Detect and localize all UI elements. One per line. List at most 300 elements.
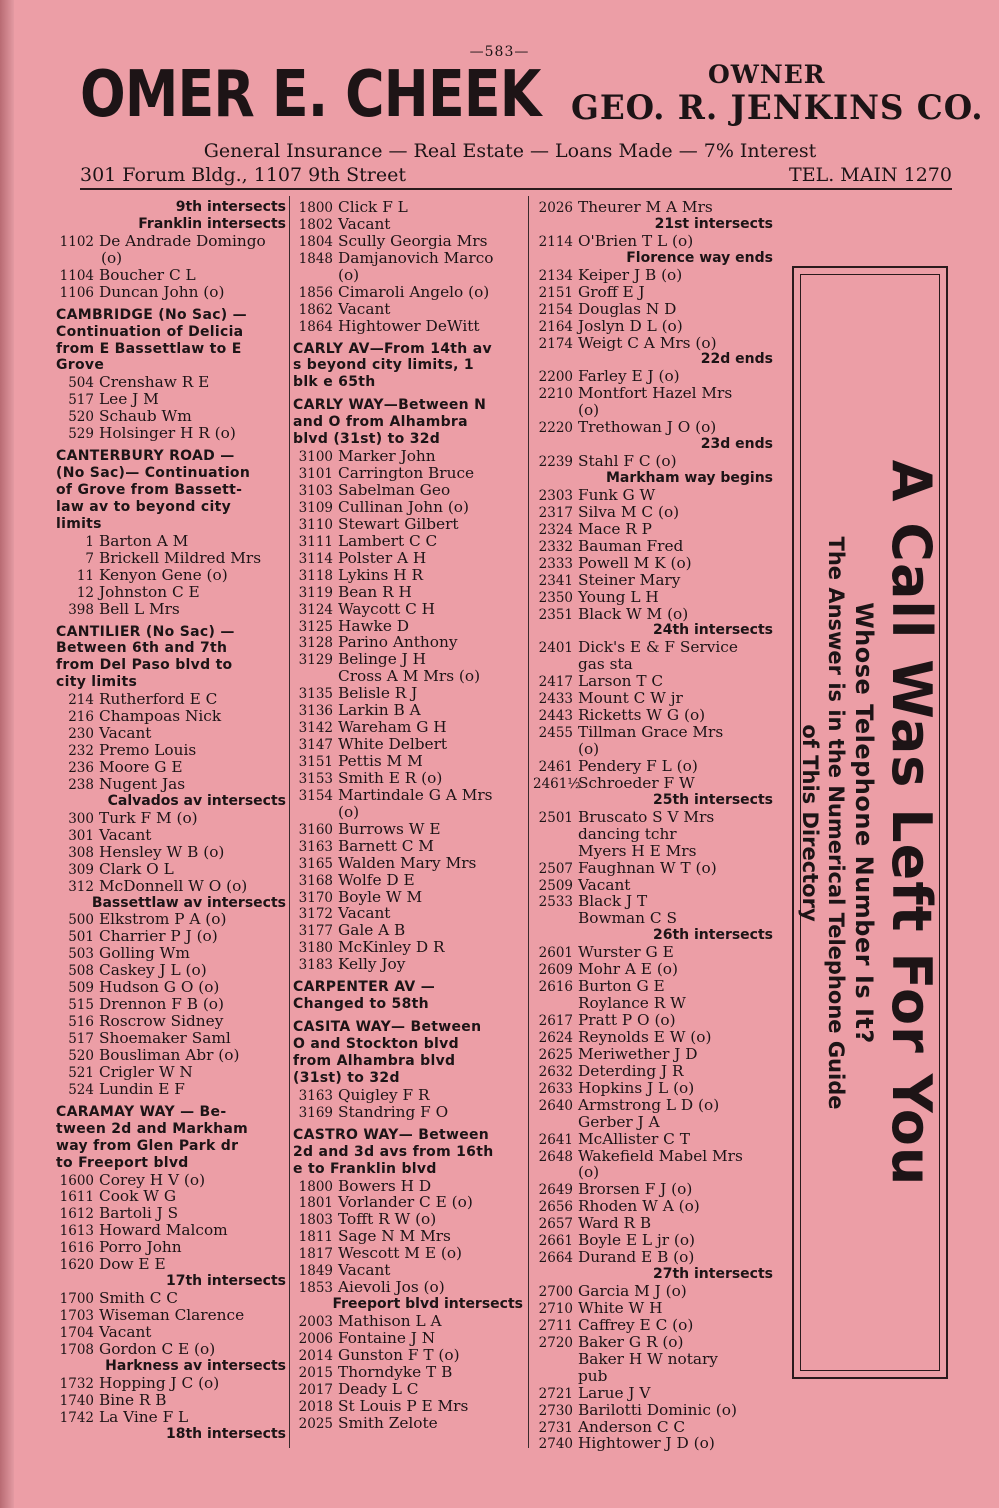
street-heading-line: CAMBRIDGE (No Sac) — (56, 306, 247, 323)
cross-street-note: 18th intersects (165, 1425, 286, 1442)
house-number: 2632 (538, 1063, 573, 1080)
cross-street-note: 27th intersects (652, 1266, 773, 1283)
house-number: 521 (68, 1064, 94, 1081)
listing-entry (533, 1385, 773, 1402)
house-number: 238 (68, 776, 94, 793)
resident-name: Keiper J B (o) (578, 265, 683, 284)
listing-entry (56, 708, 286, 725)
listing-entry (56, 1222, 286, 1239)
listing-continuation: (o) (578, 401, 600, 420)
listing-entry (533, 775, 773, 792)
listing-entry (293, 601, 523, 618)
listing-entry (56, 1307, 286, 1324)
resident-name: Vacant (338, 299, 391, 318)
resident-name: Burton G E (578, 977, 665, 996)
listing-entry (56, 391, 286, 408)
cross-street-note: Harkness av intersects (105, 1357, 286, 1374)
house-number: 524 (68, 1081, 94, 1098)
house-number: 500 (68, 912, 94, 929)
listing-entry (533, 1198, 773, 1215)
house-number: 2341 (538, 572, 573, 589)
street-heading-line: CASITA WAY— Between (293, 1019, 482, 1036)
resident-name: Faughnan W T (o) (578, 858, 717, 877)
street-heading-line: Changed to 58th (293, 996, 429, 1013)
listing-entry (56, 1030, 286, 1047)
resident-name: Turk F M (o) (99, 808, 198, 827)
house-number: 3168 (298, 872, 333, 889)
street-heading-line: (31st) to 32d (293, 1069, 400, 1086)
resident-name: Bousliman Abr (o) (99, 1045, 240, 1064)
house-number: 2350 (538, 589, 573, 606)
house-number: 2014 (298, 1347, 333, 1364)
resident-name: McKinley D R (338, 938, 445, 957)
house-number: 3163 (298, 1087, 333, 1104)
listing-entry (293, 567, 523, 584)
listing-entry (293, 651, 523, 668)
listing-entry (293, 1104, 523, 1121)
resident-name: Schroeder F W (578, 773, 695, 792)
listing-entry (293, 465, 523, 482)
street-heading-line: of Grove from Bassett- (56, 482, 243, 498)
house-number: 300 (68, 810, 94, 827)
listing-entry (533, 809, 773, 826)
house-number: 2616 (538, 979, 573, 996)
resident-name: Polster A H (338, 548, 427, 567)
street-heading (293, 1127, 523, 1178)
resident-name: La Vine F L (99, 1407, 189, 1426)
cross-street-note: Calvados av intersects (107, 792, 286, 809)
listing-entry (533, 572, 773, 589)
resident-name: Johnston C E (99, 582, 200, 601)
resident-name: Vacant (338, 1261, 391, 1280)
house-number: 214 (68, 692, 94, 709)
resident-name: Vacant (99, 825, 152, 844)
cross-street-note: 9th intersects (175, 199, 286, 215)
resident-name: Barnett C M (338, 836, 434, 855)
resident-name: Vacant (99, 1322, 152, 1341)
listing-entry (56, 1081, 286, 1098)
cross-street-note: Florence way ends (626, 249, 773, 266)
listing-continuation: Baker H W notary (578, 1349, 718, 1368)
resident-name: Hopping J C (o) (99, 1373, 220, 1392)
listing-entry (533, 1300, 773, 1317)
resident-name: Trethowan J O (o) (578, 418, 717, 437)
resident-name: Rhoden W A (o) (578, 1197, 700, 1216)
listing-entry (533, 690, 773, 707)
house-number: 2661 (538, 1233, 573, 1250)
house-number: 501 (68, 929, 94, 946)
resident-name: Hawke D (338, 616, 410, 635)
listing-entry (293, 318, 523, 335)
listing-entry (533, 978, 773, 995)
resident-name: Pettis M M (338, 752, 423, 770)
resident-name: Kelly Joy (338, 955, 406, 974)
house-number: 1862 (298, 301, 333, 318)
listing-continuation: gas sta (578, 655, 633, 674)
house-number: 2332 (538, 538, 573, 555)
house-number: 2018 (298, 1398, 333, 1415)
resident-name: Gordon C E (o) (99, 1339, 216, 1358)
listing-entry (293, 216, 523, 233)
resident-name: Wiseman Clarence (99, 1306, 245, 1324)
listing-entry (533, 504, 773, 521)
house-number: 3119 (298, 584, 333, 601)
listing-entry (293, 1262, 523, 1279)
house-number: 232 (68, 743, 94, 760)
street-heading-line: Continuation of Delicia (56, 323, 244, 340)
resident-name: Cook W G (99, 1187, 177, 1206)
street-heading-line: CANTILIER (No Sac) — (56, 623, 235, 640)
listing-entry (56, 1290, 286, 1307)
listing-entry (56, 1047, 286, 1064)
listing-entry (533, 555, 773, 572)
house-number: 2664 (538, 1250, 573, 1267)
cross-street-note: Franklin intersects (138, 215, 286, 232)
house-number: 11 (76, 567, 94, 584)
resident-name: O'Brien T L (o) (578, 231, 694, 250)
resident-name: Wareham G H (338, 718, 447, 737)
resident-name: Vacant (338, 904, 391, 923)
listing-entry (293, 1087, 523, 1104)
house-number: 1611 (59, 1189, 94, 1206)
street-heading-line: CARLY WAY—Between N (293, 397, 487, 414)
listing-entry (293, 1178, 523, 1195)
house-number: 509 (68, 980, 94, 997)
listing-entry (293, 855, 523, 872)
resident-name: Howard Malcom (99, 1221, 228, 1240)
listing-entry (56, 267, 286, 284)
resident-name: Caskey J L (o) (99, 961, 207, 980)
resident-name: Quigley F R (338, 1085, 430, 1104)
listing-entry (293, 448, 523, 465)
house-number: 515 (68, 997, 94, 1014)
house-number: 309 (68, 861, 94, 878)
house-number: 517 (68, 392, 94, 409)
listing-entry (56, 233, 286, 250)
house-number: 3165 (298, 855, 333, 872)
street-heading-line: limits (56, 515, 102, 532)
house-number: 1817 (298, 1246, 333, 1263)
resident-name: Aievoli Jos (o) (338, 1278, 445, 1297)
house-number: 230 (68, 726, 94, 743)
ad-body-2: of This Directory (798, 723, 822, 922)
resident-name: Reynolds E W (o) (578, 1027, 712, 1046)
listing-continuation: (o) (578, 740, 600, 758)
house-number: 2649 (538, 1182, 573, 1199)
resident-name: Golling Wm (99, 944, 190, 963)
house-number: 3110 (298, 516, 333, 533)
house-number: 2154 (538, 301, 573, 318)
house-number: 3142 (298, 720, 333, 737)
resident-name: Stewart Gilbert (338, 514, 459, 533)
resident-name: Brorsen F J (o) (578, 1180, 693, 1199)
cross-street-note: 24th intersects (652, 622, 773, 639)
house-number: 2533 (538, 894, 573, 911)
listing-continuation: dancing tchr (578, 824, 677, 843)
resident-name: Larue J V (578, 1383, 651, 1402)
house-number: 2624 (538, 1029, 573, 1046)
resident-name: Crenshaw R E (99, 373, 210, 392)
listing-entry (533, 606, 773, 623)
house-number: 236 (68, 760, 94, 776)
house-number: 3151 (298, 754, 333, 770)
house-number: 1703 (59, 1308, 94, 1324)
house-number: 1848 (298, 250, 333, 267)
house-number: 2648 (538, 1148, 573, 1165)
street-heading-line: and O from Alhambra (293, 414, 468, 431)
house-number: 2700 (538, 1284, 573, 1300)
listing-entry (533, 639, 773, 656)
listing-entry (293, 618, 523, 635)
listing-entry (293, 1415, 523, 1432)
listing-entry (56, 776, 286, 793)
house-number: 529 (68, 426, 94, 443)
listing-entry (293, 685, 523, 702)
resident-name: Crigler W N (99, 1062, 193, 1081)
resident-name: Charrier P J (o) (99, 927, 218, 946)
house-number: 3177 (298, 923, 333, 940)
street-heading-line: law av to beyond city (56, 498, 232, 515)
house-number: 1612 (59, 1206, 94, 1223)
listing-entry (293, 872, 523, 889)
house-number: 516 (68, 1014, 94, 1031)
resident-name: Douglas N D (578, 299, 677, 318)
resident-name: Barton A M (99, 531, 189, 550)
listing-entry (56, 759, 286, 776)
house-number: 2151 (538, 284, 573, 301)
house-number: 3160 (298, 821, 333, 838)
cross-street-note: 17th intersects (165, 1273, 286, 1290)
listing-entry (293, 634, 523, 651)
resident-name: Porro John (99, 1238, 182, 1257)
resident-name: Gale A B (338, 921, 406, 940)
listing-entry (56, 1392, 286, 1409)
listing-continuation: Cross A M Mrs (o) (338, 667, 481, 686)
resident-name: Moore G E (99, 758, 183, 776)
house-number: 1811 (298, 1229, 333, 1246)
listing-entry (56, 1341, 286, 1358)
house-number: 3124 (298, 601, 333, 618)
listing-entry (293, 1364, 523, 1381)
listing-entry (293, 702, 523, 719)
house-number: 3100 (298, 449, 333, 466)
resident-name: Fontaine J N (338, 1328, 436, 1347)
resident-name: Parino Anthony (338, 633, 458, 652)
resident-name: Durand E B (o) (578, 1248, 695, 1267)
resident-name: Martindale G A Mrs (338, 785, 493, 804)
street-heading-line: way from Glen Park dr (56, 1137, 239, 1154)
house-number: 2417 (538, 674, 573, 691)
house-number: 2006 (298, 1330, 333, 1347)
listing-entry (56, 725, 286, 742)
listing-entry (293, 250, 523, 267)
listing-entry (533, 1215, 773, 1232)
house-number: 1742 (59, 1409, 94, 1426)
listing-entry (56, 374, 286, 391)
listing-entry (533, 1283, 773, 1300)
house-number: 2711 (538, 1317, 573, 1334)
street-heading-line: 2d and 3d avs from 16th (293, 1143, 494, 1160)
house-number: 2721 (538, 1385, 573, 1402)
listing-entry (56, 425, 286, 442)
resident-name: Standring F O (338, 1102, 449, 1121)
resident-name: Thorndyke T B (338, 1362, 453, 1381)
owner-label: OWNER (708, 60, 826, 89)
listing-entry (533, 385, 773, 402)
house-number: 2333 (538, 555, 573, 572)
listing-entry (293, 533, 523, 550)
resident-name: Sabelman Geo (338, 481, 451, 499)
resident-name: Scully Georgia Mrs (338, 231, 488, 250)
directory-column-3 (533, 199, 773, 1452)
house-number: 2455 (538, 725, 573, 742)
house-number: 1613 (59, 1223, 94, 1240)
listing-entry (533, 1063, 773, 1080)
resident-name: Pendery F L (o) (578, 756, 698, 775)
house-number: 1704 (59, 1324, 94, 1341)
listing-entry (533, 1402, 773, 1419)
house-number: 517 (68, 1031, 94, 1047)
house-number: 1700 (59, 1291, 94, 1308)
listing-entry (56, 567, 286, 584)
house-number: 2239 (538, 454, 573, 471)
owner-company: GEO. R. JENKINS CO. (571, 88, 984, 128)
listing-entry (56, 810, 286, 827)
house-number: 1 (85, 533, 94, 550)
house-number: 2401 (538, 640, 573, 657)
house-number: 3114 (298, 550, 333, 567)
street-heading-line: (No Sac)— Continuation (56, 465, 251, 482)
resident-name: Burrows W E (338, 819, 441, 838)
listing-entry (533, 1435, 773, 1452)
resident-name: St Louis P E Mrs (338, 1396, 469, 1415)
street-heading (56, 448, 286, 533)
resident-name: Meriwether J D (578, 1044, 698, 1063)
house-number: 216 (68, 709, 94, 726)
street-heading (56, 307, 286, 375)
house-number: 2324 (538, 521, 573, 538)
listing-entry (293, 787, 523, 804)
house-number: 3180 (298, 940, 333, 957)
resident-name: Theurer M A Mrs (578, 198, 713, 216)
listing-entry (56, 844, 286, 861)
listing-entry (533, 1029, 773, 1046)
listing-entry (293, 838, 523, 855)
house-number: 3170 (298, 889, 333, 906)
house-number: 1102 (59, 233, 94, 250)
listing-entry (56, 945, 286, 962)
resident-name: Mount C W jr (578, 689, 683, 708)
listing-entry (56, 979, 286, 996)
resident-name: Larson T C (578, 672, 664, 691)
listing-entry (533, 487, 773, 504)
house-number: 2501 (538, 809, 573, 826)
listing-entry (293, 1279, 523, 1296)
house-number: 2164 (538, 318, 573, 335)
resident-name: Duncan John (o) (99, 282, 225, 301)
advertisement-text (797, 273, 943, 1373)
resident-name: Black J T (578, 892, 648, 911)
resident-name: White W H (578, 1298, 663, 1317)
street-heading-line: from E Bassettlaw to E (56, 340, 242, 357)
directory-column-1 (56, 199, 286, 1443)
listing-entry (533, 589, 773, 606)
listing-entry (533, 1148, 773, 1165)
house-number: 2200 (538, 369, 573, 386)
resident-name: Bartoli J S (99, 1204, 179, 1223)
listing-entry (293, 284, 523, 301)
listing-continuation: (o) (578, 1163, 600, 1182)
page-spine-shadow (0, 0, 14, 1508)
resident-name: Hightower DeWitt (338, 316, 480, 335)
listing-entry (533, 284, 773, 301)
resident-name: White Delbert (338, 735, 448, 754)
listing-entry (533, 419, 773, 436)
resident-name: Mohr A E (o) (578, 960, 678, 979)
listing-entry (56, 911, 286, 928)
listing-entry (533, 961, 773, 978)
resident-name: Silva M C (o) (578, 502, 680, 521)
house-number: 2026 (538, 200, 573, 216)
house-number: 312 (68, 878, 94, 895)
resident-name: Bine R B (99, 1390, 167, 1409)
resident-name: Champoas Nick (99, 707, 222, 726)
cross-street-note: 26th intersects (652, 927, 773, 944)
resident-name: Clark O L (99, 859, 174, 878)
house-number: 1740 (59, 1392, 94, 1409)
listing-entry (293, 1211, 523, 1228)
house-number: 1801 (298, 1195, 333, 1212)
listing-entry (533, 707, 773, 724)
listing-entry (56, 550, 286, 567)
resident-name: McAllister C T (578, 1129, 690, 1148)
listing-entry (533, 521, 773, 538)
listing-entry (293, 905, 523, 922)
resident-name: Barilotti Dominic (o) (578, 1400, 737, 1419)
listing-entry (56, 1239, 286, 1256)
resident-name: Bruscato S V Mrs (578, 807, 715, 826)
resident-name: Marker John (338, 447, 436, 466)
cross-street-note: 21st intersects (654, 215, 773, 232)
page-number: —583— (469, 44, 530, 60)
street-heading (293, 979, 523, 1013)
resident-name: Wolfe D E (338, 870, 415, 889)
street-heading-line: to Freeport blvd (56, 1154, 189, 1171)
house-number: 1616 (59, 1240, 94, 1257)
resident-name: Deady L C (338, 1379, 419, 1398)
house-number: 12 (76, 584, 94, 601)
listing-continuation: (o) (101, 248, 123, 267)
listing-entry (56, 284, 286, 301)
listing-entry (56, 928, 286, 945)
resident-name: Wurster G E (578, 943, 674, 962)
listing-entry (533, 1131, 773, 1148)
listing-entry (56, 861, 286, 878)
resident-name: Deterding J R (578, 1061, 684, 1080)
listing-entry (533, 860, 773, 877)
resident-name: Montfort Hazel Mrs (578, 384, 733, 403)
house-number: 3147 (298, 737, 333, 754)
house-number: 398 (68, 601, 94, 618)
house-number: 2461 (538, 758, 573, 775)
resident-name: Lee J M (99, 390, 159, 409)
listing-entry (293, 770, 523, 787)
house-number: 2710 (538, 1300, 573, 1317)
listing-entry (533, 1419, 773, 1436)
listing-entry (533, 893, 773, 910)
listing-continuation: (o) (338, 802, 360, 821)
house-number: 1106 (59, 284, 94, 301)
